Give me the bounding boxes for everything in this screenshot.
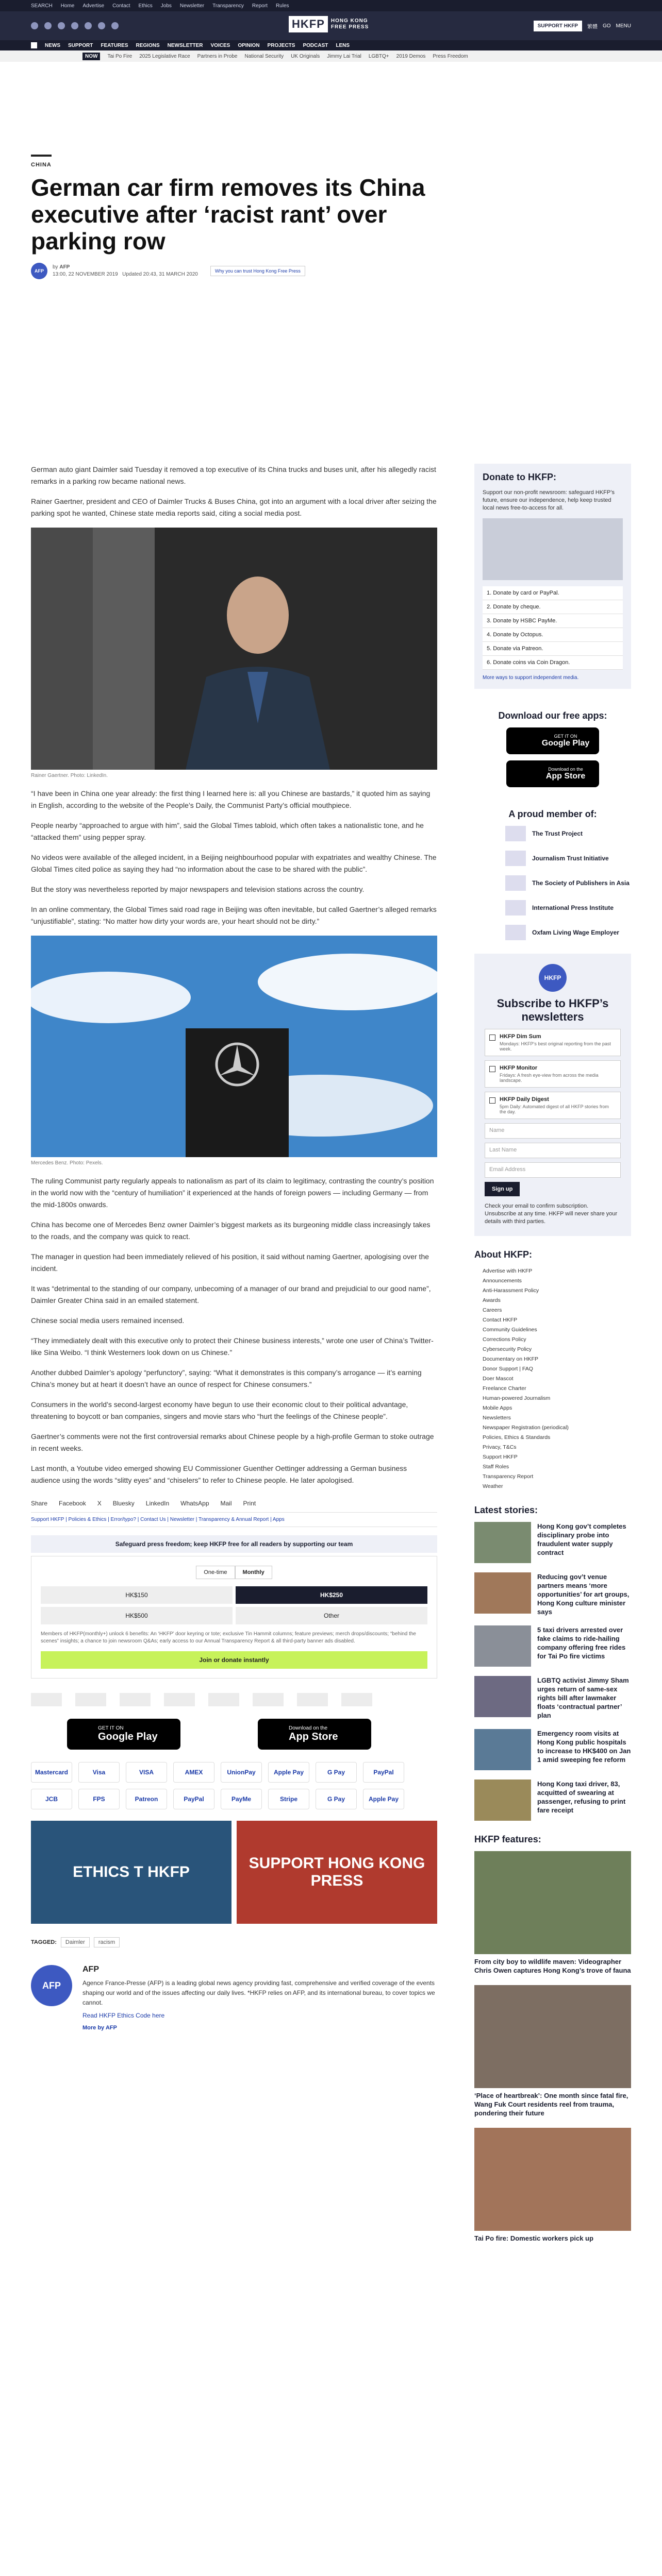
story-title: Hong Kong taxi driver, 83, acquitted of swearing at passenger, refusing to print fare receipt <box>537 1780 626 1814</box>
trust-link[interactable]: Why you can trust Hong Kong Free Press <box>210 266 305 276</box>
nav-support[interactable]: SUPPORT <box>68 42 93 48</box>
member-list <box>474 826 631 940</box>
topbar-search[interactable]: SEARCH <box>31 3 53 9</box>
trending-item[interactable]: UK Originals <box>291 53 320 59</box>
story-item[interactable] <box>474 1522 631 1563</box>
nav-regions[interactable]: REGIONS <box>136 42 160 48</box>
payment-logo[interactable]: PayPal <box>173 1789 214 1809</box>
facebook-icon[interactable] <box>31 22 38 29</box>
about-link[interactable]: Staff Roles <box>483 1464 509 1470</box>
article-title: German car firm removes its China executive after ‘racist rant’ over parking row <box>31 174 425 255</box>
mercedes-photo-art <box>31 936 437 1157</box>
story-item[interactable] <box>474 1572 631 1616</box>
paragraph: “They immediately dealt with this executive only to protect their Chinese business interests,” wrote one user of China’s Twitter-like Sina Weibo. “I think Westerners look down on us Chinese.” <box>31 1336 434 1357</box>
ethics-video[interactable]: ETHICS T HKFP <box>31 1821 231 1924</box>
member-box <box>474 809 631 940</box>
author-box-text <box>82 1965 437 2032</box>
story-title: Reducing gov’t venue partners means ‘more opportunities’ for art groups, Hong Kong culture minister says <box>537 1573 630 1616</box>
paragraph: No videos were available of the alleged incident, in a Beijing neighbourhood popular with expatriates and wealthy Chinese. The Global Times cited police as saying they had “no information about the case to be shared with the public”. <box>31 853 437 873</box>
paragraph: The manager in question had been immediately relieved of his position, it said without naming Gaertner, apologising over the incident. <box>31 1252 429 1273</box>
byline <box>31 263 631 279</box>
share-facebook[interactable]: Facebook <box>59 1500 86 1507</box>
signup-button[interactable]: Sign up <box>485 1182 520 1196</box>
nav-lens[interactable]: LENS <box>336 42 350 48</box>
share-print[interactable]: Print <box>243 1500 256 1507</box>
feature-image <box>474 2128 631 2231</box>
story-title: Emergency room visits at Hong Kong public hospitals to increase to HK$400 on Jan 1 amid sweeping fee reform <box>537 1730 631 1764</box>
payment-logo[interactable]: JCB <box>31 1789 72 1809</box>
about-box <box>474 1249 631 1492</box>
logo-abbr: HKFP <box>289 16 328 32</box>
story-item[interactable] <box>474 1729 631 1770</box>
author-bio: Agence France-Presse (AFP) is a leading global news agency providing fast, comprehensive and verified coverage of the events shaping our world and of the issues affecting our daily lives. *HKFP relies on AFP, and its international bureau, to cover topics we cannot. <box>82 1979 435 2006</box>
about-link[interactable]: Freelance Charter <box>483 1385 526 1392</box>
about-link[interactable]: Doer Mascot <box>483 1376 514 1382</box>
latest-title: Latest stories: <box>474 1505 538 1515</box>
newsletter-name: HKFP Monitor <box>500 1065 538 1071</box>
support-button[interactable]: SUPPORT HKFP <box>534 21 582 31</box>
instagram-icon[interactable] <box>58 22 65 29</box>
member-logo <box>505 925 526 940</box>
member-name: Oxfam Living Wage Employer <box>532 929 619 936</box>
gp-label: Google Play <box>98 1731 158 1742</box>
paragraph: China has become one of Mercedes Benz owner Daimler’s biggest markets as its burgeoning middle class increasingly takes to the roads, and the company was quick to react. <box>31 1221 431 1241</box>
email-field[interactable]: Email Address <box>485 1162 621 1178</box>
topbar-newsletter[interactable]: Newsletter <box>179 3 205 9</box>
share-whatsapp[interactable]: WhatsApp <box>180 1500 209 1507</box>
about-link[interactable]: Contact HKFP <box>483 1317 518 1323</box>
paragraph: In an online commentary, the Global Times said road rage in Beijing was often inevitable, but called Gaertner’s alleged remarks “unjustifiable”, stating: “No matter how dirty your words are, your heart should not be dirty.” <box>31 905 437 925</box>
member-item[interactable] <box>474 826 631 841</box>
payment-methods <box>31 1762 437 1809</box>
about-link[interactable]: Policies, Ethics & Standards <box>483 1434 551 1440</box>
story-thumb <box>474 1780 531 1821</box>
story-thumb <box>474 1572 531 1614</box>
gp-small: GET IT ON <box>98 1725 124 1731</box>
member-logo <box>505 900 526 916</box>
payment-logo[interactable]: VISA <box>126 1762 167 1783</box>
join-button[interactable]: Join or donate instantly <box>41 1651 427 1669</box>
partner-logo <box>297 1693 328 1706</box>
about-link[interactable]: Newsletters <box>483 1415 511 1421</box>
support-video[interactable]: SUPPORT HONG KONG PRESS <box>237 1821 437 1924</box>
author-box-avatar[interactable]: AFP <box>31 1965 72 2006</box>
social-icons <box>31 22 119 29</box>
topbar-jobs[interactable]: Jobs <box>160 3 172 9</box>
payment-logo[interactable]: FPS <box>78 1789 120 1809</box>
partner-logo <box>120 1693 151 1706</box>
amount-option[interactable]: HK$250 <box>236 1586 427 1604</box>
name-field[interactable]: Name <box>485 1123 621 1139</box>
payment-logo[interactable]: Apple Pay <box>363 1789 404 1809</box>
frequency-toggle <box>41 1566 427 1579</box>
member-name: International Press Institute <box>532 904 614 911</box>
as-small: Download on the <box>548 767 583 772</box>
tag[interactable]: racism <box>94 1937 120 1947</box>
feature-title: ‘Place of heartbreak’: One month since fatal fire, Wang Fuk Court residents reel from trauma, pondering their future <box>474 2092 628 2117</box>
share-linkedin[interactable]: LinkedIn <box>145 1500 170 1507</box>
about-link[interactable]: Mobile Apps <box>483 1405 512 1411</box>
trending-item[interactable]: LGBTQ+ <box>368 53 389 59</box>
nav-podcast[interactable]: PODCAST <box>303 42 328 48</box>
partner-logos <box>31 1693 437 1706</box>
about-link[interactable]: Weather <box>483 1483 503 1489</box>
one-time-option[interactable]: One-time <box>196 1566 235 1579</box>
topbar-rules[interactable]: Rules <box>275 3 289 9</box>
main-nav <box>0 40 662 50</box>
bluesky-icon[interactable] <box>85 22 92 29</box>
publish-date: 13:00, 22 NOVEMBER 2019 <box>53 272 118 277</box>
about-link[interactable]: Privacy, T&Cs <box>483 1444 517 1450</box>
donate-option[interactable]: 2. Donate by cheque. <box>483 600 623 614</box>
google-play-button[interactable] <box>67 1719 180 1750</box>
newsletter-option[interactable] <box>485 1029 621 1056</box>
trending-item[interactable]: Partners in Probe <box>197 53 238 59</box>
share-label: Share <box>31 1500 48 1507</box>
story-title: 5 taxi drivers arrested over fake claims to ride-hailing company offering free rides for Tai Po fire victims <box>537 1626 626 1660</box>
amount-option[interactable]: HK$500 <box>41 1607 233 1624</box>
payment-logo[interactable]: AMEX <box>173 1762 214 1783</box>
amount-option[interactable]: Other <box>236 1607 427 1624</box>
author-box-name[interactable]: AFP <box>82 1965 99 1974</box>
about-link[interactable]: Community Guidelines <box>483 1327 537 1333</box>
donate-option[interactable]: 5. Donate via Patreon. <box>483 642 623 656</box>
newsletter-note: Check your email to confirm subscription. Unsubscribe at any time. HKFP will never share your details with third parties. <box>485 1203 618 1225</box>
payment-logo[interactable]: G Pay <box>316 1789 357 1809</box>
payment-logo[interactable]: PayPal <box>363 1762 404 1783</box>
header-rule <box>31 155 52 157</box>
donate-option[interactable]: 4. Donate by Octopus. <box>483 628 623 642</box>
about-link[interactable]: Advertise with HKFP <box>483 1268 533 1274</box>
story-item[interactable] <box>474 1780 631 1821</box>
amount-option[interactable]: HK$150 <box>41 1586 233 1604</box>
payment-logo[interactable]: UnionPay <box>221 1762 262 1783</box>
masthead <box>0 11 662 40</box>
checkbox[interactable] <box>489 1066 495 1072</box>
payment-logo[interactable]: Mastercard <box>31 1762 72 1783</box>
share-bar <box>31 1495 437 1513</box>
trending-item[interactable]: Tai Po Fire <box>107 53 133 59</box>
about-link[interactable]: Announcements <box>483 1278 522 1284</box>
app-store-buttons <box>67 1719 437 1750</box>
donate-options <box>483 586 623 670</box>
topbar-contact[interactable]: Contact <box>112 3 130 9</box>
logo-text <box>331 18 369 30</box>
footer-links[interactable]: Support HKFP | Policies & Ethics | Error/typo? | Contact Us | Newsletter | Transparency & Annual Report | Apps <box>31 1513 437 1527</box>
last-name-field[interactable]: Last Name <box>485 1143 621 1158</box>
share-x[interactable]: X <box>97 1500 102 1507</box>
donate-box <box>474 464 631 689</box>
about-link[interactable]: Careers <box>483 1307 502 1313</box>
as-label: App Store <box>289 1731 338 1742</box>
paragraph: Rainer Gaertner, president and CEO of Daimler Trucks & Buses China, got into an argument with a local driver after seizing the parking spot he wanted, Chinese state media reports said, citing a social media post. <box>31 497 437 517</box>
story-thumb <box>474 1729 531 1770</box>
newsletter-text <box>500 1033 616 1052</box>
category-label[interactable]: CHINA <box>31 162 52 168</box>
donate-text: Support our non-profit newsroom: safeguard HKFP’s future, ensure our independence, help keep trusted local news free-to-access for all. <box>483 489 615 511</box>
topbar-ethics[interactable]: Ethics <box>138 3 153 9</box>
newsletter-box <box>474 954 631 1236</box>
member-item[interactable] <box>474 851 631 866</box>
article-header <box>0 155 662 279</box>
logo-line1: HONG KONG <box>330 18 368 24</box>
feature-title: Tai Po fire: Domestic workers pick up <box>474 2234 593 2242</box>
story-item[interactable] <box>474 1625 631 1667</box>
search-go[interactable]: GO <box>602 23 611 29</box>
member-name: Journalism Trust Initiative <box>532 855 609 862</box>
gp-small: GET IT ON <box>554 734 577 739</box>
as-label: App Store <box>545 772 586 781</box>
share-mail[interactable]: Mail <box>220 1500 232 1507</box>
feature-image <box>474 1985 631 2088</box>
more-by-link[interactable]: More by AFP <box>82 2025 117 2031</box>
donate-title: Donate to HKFP: <box>483 472 556 482</box>
home-icon[interactable] <box>31 42 37 48</box>
gaertner-photo-art <box>31 528 437 770</box>
trending-item[interactable]: 2025 Legislative Race <box>139 53 190 59</box>
member-name: The Trust Project <box>532 830 583 837</box>
partner-logo <box>341 1693 372 1706</box>
topbar-transparency[interactable]: Transparency <box>212 3 244 9</box>
donate-option[interactable]: 3. Donate by HSBC PayMe. <box>483 614 623 628</box>
trending-item[interactable]: Jimmy Lai Trial <box>327 53 361 59</box>
newsletter-logo: HKFP <box>539 964 567 992</box>
donate-banner[interactable]: Safeguard press freedom; keep HKFP free for all readers by supporting our team <box>31 1535 437 1553</box>
as-small: Download on the <box>289 1725 328 1731</box>
youtube-icon[interactable] <box>71 22 78 29</box>
newsletter-desc: Fridays: A fresh eye-view from across the media landscape. <box>500 1073 599 1083</box>
payment-logo[interactable]: Apple Pay <box>268 1762 309 1783</box>
x-icon[interactable] <box>44 22 52 29</box>
about-link[interactable]: Newspaper Registration (periodical) <box>483 1425 569 1431</box>
language-link[interactable]: 繁體 <box>587 24 598 30</box>
story-title: LGBTQ activist Jimmy Sham urges return of same-sex rights bill after lawmaker floats ‘contractual partner’ plan <box>537 1676 629 1719</box>
newsletter-option[interactable] <box>485 1092 621 1119</box>
member-item[interactable] <box>474 900 631 916</box>
tags-label: TAGGED: <box>31 1939 57 1945</box>
story-thumb <box>474 1625 531 1667</box>
mercedes-photo <box>31 936 437 1157</box>
linkedin-icon[interactable] <box>111 22 119 29</box>
donate-option[interactable]: 1. Donate by card or PayPal. <box>483 586 623 600</box>
about-link[interactable]: Donor Support | FAQ <box>483 1366 533 1372</box>
photo-caption: Rainer Gaertner. Photo: LinkedIn. <box>31 773 108 778</box>
gp-label: Google Play <box>541 739 590 748</box>
nav-features[interactable]: FEATURES <box>101 42 128 48</box>
paragraph: Consumers in the world’s second-largest economy have begun to use their economic clout to their political advantage, threatening to boycott or ban companies, singers and movie stars who “hurt the feelings of the Chinese people”. <box>31 1400 408 1420</box>
sidebar-app-store[interactable] <box>506 760 599 787</box>
apps-title: Download our free apps: <box>498 710 607 721</box>
apps-box <box>474 702 631 795</box>
member-benefits: Members of HKFP(monthly+) unlock 6 benefits: An ‘HKFP’ door keyring or tote; exclusive Tin Hammit columns; feature previews; merch drops/discounts; “behind the scenes” insights; a chance to join newsroom Q&As; early access to our Annual Transparency Report & all third-party banner ads disabled. <box>41 1631 416 1644</box>
newsletter-text <box>500 1065 616 1083</box>
nav-news[interactable]: NEWS <box>45 42 60 48</box>
payment-logo[interactable]: G Pay <box>316 1762 357 1783</box>
nav-opinion[interactable]: OPINION <box>238 42 260 48</box>
monthly-option[interactable]: Monthly <box>235 1566 272 1579</box>
trending-label: NOW <box>82 53 100 60</box>
promo-videos <box>31 1821 437 1924</box>
logo-line2: FREE PRESS <box>330 24 369 30</box>
newsletter-desc: 5pm Daily: Automated digest of all HKFP stories from the day. <box>500 1104 609 1114</box>
payment-logo[interactable]: PayMe <box>221 1789 262 1809</box>
mast-actions <box>534 21 631 31</box>
paragraph: Gaertner’s comments were not the first controversial remarks about Chinese people by a high-profile German to stoke outrage in recent weeks. <box>31 1432 434 1452</box>
about-link[interactable]: Human-powered Journalism <box>483 1395 551 1401</box>
share-bluesky[interactable]: Bluesky <box>112 1500 135 1507</box>
member-title: A proud member of: <box>508 809 597 819</box>
trending-item[interactable]: Press Freedom <box>433 53 468 59</box>
paragraph: Last month, a Youtube video emerged showing EU Commissioner Guenther Oettinger addressing a German business audience using the words “slitty eyes” and “chiselers” to refer to Chinese people. He later apologised. <box>31 1464 407 1484</box>
partner-logo <box>208 1693 239 1706</box>
about-link[interactable]: Awards <box>483 1297 501 1303</box>
about-link[interactable]: Documentary on HKFP <box>483 1356 538 1362</box>
payment-logo[interactable]: Visa <box>78 1762 120 1783</box>
author-avatar[interactable]: AFP <box>31 263 47 279</box>
photo-caption: Mercedes Benz. Photo: Pexels. <box>31 1160 103 1166</box>
feature-image <box>474 1851 631 1954</box>
paragraph: Another dubbed Daimler’s apology “perfunctory”, saying: “What it demonstrates is this company’s arrogance — it’s earning China’s money but at heart it doesn’t have an ounce of respect for Chinese consumers.” <box>31 1368 422 1388</box>
paragraph: German auto giant Daimler said Tuesday it removed a top executive of its China trucks and buses unit, after his allegedly racist remarks in a parking row became national news. <box>31 465 436 485</box>
about-link[interactable]: Cybersecurity Policy <box>483 1346 532 1352</box>
partner-logo <box>75 1693 106 1706</box>
tags-row <box>31 1937 437 1947</box>
story-item[interactable] <box>474 1676 631 1720</box>
amount-grid <box>41 1586 427 1624</box>
app-store-button[interactable] <box>258 1719 371 1750</box>
feature-item[interactable] <box>474 1985 631 2117</box>
partner-logo <box>31 1693 62 1706</box>
payment-logo[interactable]: Patreon <box>126 1789 167 1809</box>
sidebar <box>474 464 631 2253</box>
paragraph: But the story was nevertheless reported by major newspapers and television stations across the country. <box>31 885 365 893</box>
author-name[interactable]: AFP <box>59 264 70 270</box>
member-item[interactable] <box>474 925 631 940</box>
story-thumb <box>474 1522 531 1563</box>
feature-item[interactable] <box>474 1851 631 1975</box>
paragraph: The ruling Communist party regularly appeals to nationalism as part of its claim to legitimacy, contrasting the country’s position in the world now with the “century of humiliation” it experienced at the hands of foreign powers — including Germany — from the mid-1800s onwards. <box>31 1177 434 1209</box>
paragraph: “I have been in China one year already: the first thing I learned here is: all you Chinese are bastards,” it quoted him as saying in English, according to the website of the People’s Daily, the Communist Party’s official mouthpiece. <box>31 789 431 809</box>
nav-projects[interactable]: PROJECTS <box>267 42 295 48</box>
newsletter-option[interactable] <box>485 1060 621 1088</box>
donate-image <box>483 518 623 580</box>
paragraph: Chinese social media users remained incensed. <box>31 1316 185 1325</box>
trending-item[interactable]: 2019 Demos <box>396 53 426 59</box>
about-list <box>474 1266 631 1492</box>
gaertner-photo <box>31 528 437 770</box>
checkbox[interactable] <box>489 1097 495 1104</box>
about-link[interactable]: Transparency Report <box>483 1473 534 1480</box>
sidebar-google-play[interactable] <box>506 727 599 754</box>
member-name: The Society of Publishers in Asia <box>532 879 630 887</box>
donate-option[interactable]: 6. Donate coins via Coin Dragon. <box>483 656 623 670</box>
member-item[interactable] <box>474 875 631 891</box>
tag[interactable]: Daimler <box>61 1937 90 1947</box>
story-title: Hong Kong gov’t completes disciplinary probe into fraudulent water supply contract <box>537 1522 626 1556</box>
newsletter-text <box>500 1096 616 1114</box>
member-logo <box>505 851 526 866</box>
author-box <box>31 1965 437 2032</box>
site-logo[interactable] <box>289 16 369 32</box>
payment-logo[interactable]: Stripe <box>268 1789 309 1809</box>
threads-icon[interactable] <box>98 22 105 29</box>
article-body <box>31 464 437 2032</box>
newsletter-name: HKFP Daily Digest <box>500 1096 549 1103</box>
latest-box <box>474 1505 631 1821</box>
about-link[interactable]: Corrections Policy <box>483 1336 526 1343</box>
story-thumb <box>474 1676 531 1717</box>
features-title: HKFP features: <box>474 1834 541 1844</box>
feature-title: From city boy to wildlife maven: Videographer Chris Owen captures Hong Kong’s trove of fauna <box>474 1958 631 1974</box>
trending-item[interactable]: National Security <box>244 53 284 59</box>
updated-date: Updated 20:43, 31 MARCH 2020 <box>122 272 198 277</box>
checkbox[interactable] <box>489 1035 495 1041</box>
byline-meta <box>53 264 198 278</box>
topbar-home[interactable]: Home <box>60 3 75 9</box>
paragraph: It was “detrimental to the standing of our company, unbecoming of a manager of our brand and prejudicial to our good name”, Daimler Greater China said in an emailed statement. <box>31 1284 431 1304</box>
trending-bar <box>0 50 662 62</box>
more-ways-link[interactable]: More ways to support independent media. <box>483 675 579 681</box>
about-link[interactable]: Anti-Harassment Policy <box>483 1287 539 1294</box>
menu-button[interactable]: MENU <box>616 23 631 29</box>
topbar-report[interactable]: Report <box>252 3 268 9</box>
member-logo <box>505 826 526 841</box>
about-link[interactable]: Support HKFP <box>483 1454 518 1460</box>
ethics-link[interactable]: Read HKFP Ethics Code here <box>82 2012 165 2019</box>
feature-item[interactable] <box>474 2128 631 2243</box>
nav-newsletter[interactable]: NEWSLETTER <box>167 42 203 48</box>
nav-voices[interactable]: VOICES <box>210 42 230 48</box>
member-logo <box>505 875 526 891</box>
paragraph: People nearby “approached to argue with him”, said the Global Times tabloid, which often takes a nationalistic tone, and he “attacked them” using pepper spray. <box>31 821 424 841</box>
newsletter-desc: Mondays: HKFP’s best original reporting from the past week. <box>500 1041 611 1052</box>
top-bar <box>0 0 662 11</box>
features-box <box>474 1834 631 2243</box>
about-title: About HKFP: <box>474 1249 532 1260</box>
newsletter-title: Subscribe to HKFP’s newsletters <box>496 997 609 1023</box>
newsletter-name: HKFP Dim Sum <box>500 1033 541 1040</box>
topbar-advertise[interactable]: Advertise <box>82 3 105 9</box>
partner-logo <box>253 1693 284 1706</box>
donate-widget <box>31 1556 437 1679</box>
by-word: by <box>53 264 58 270</box>
partner-logo <box>164 1693 195 1706</box>
